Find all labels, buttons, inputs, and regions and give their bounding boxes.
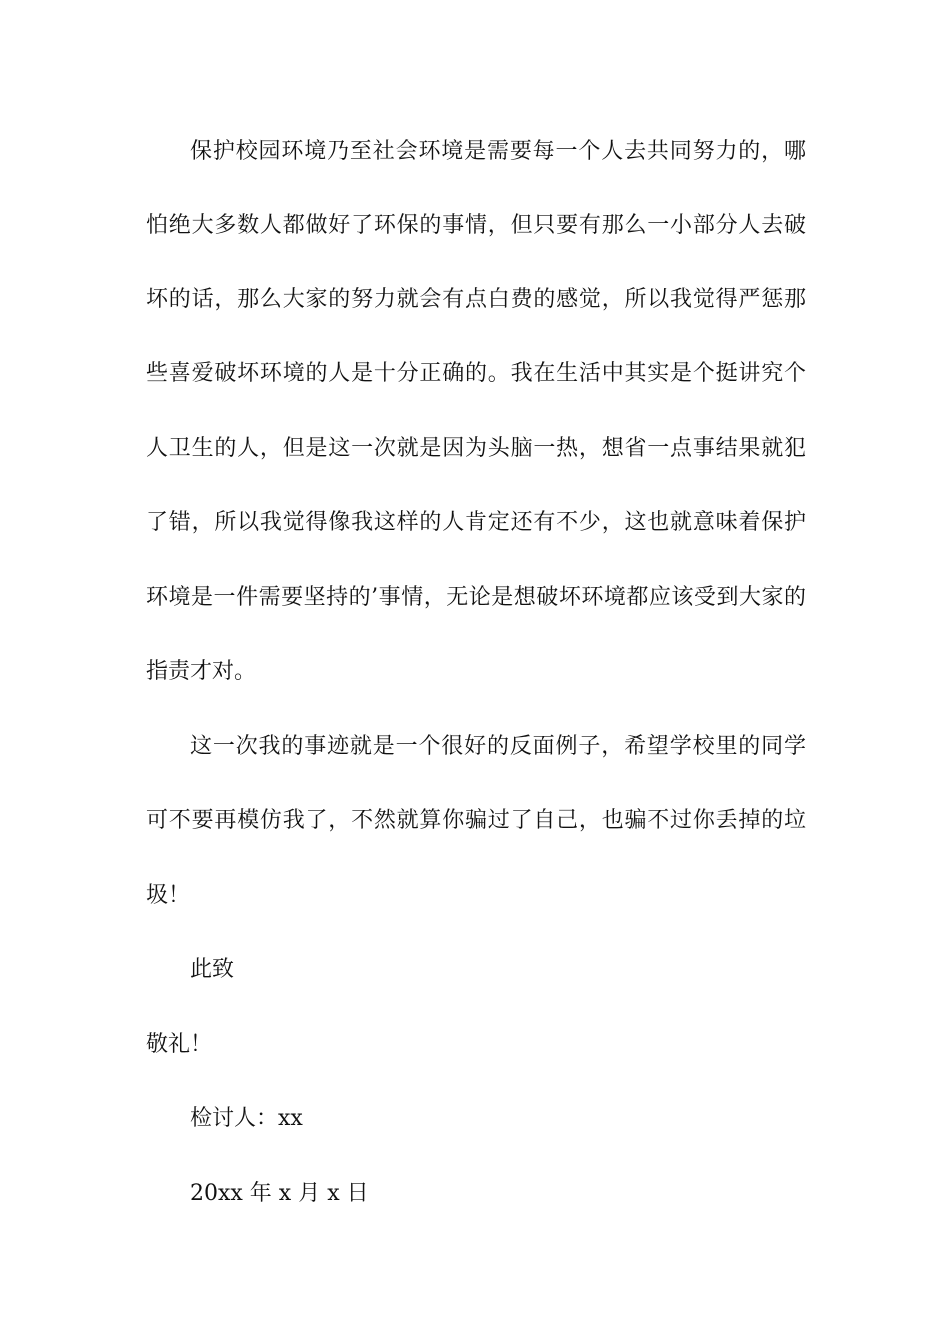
closing-text: 此致 <box>190 957 235 982</box>
paragraph1-line-5: 人卫生的人，但是这一次就是因为头脑一热，想省一点事结果就犯 <box>146 436 806 461</box>
salute-text: 敬礼！ <box>146 1032 213 1057</box>
paragraph1-line-7: 环境是一件需要坚持的’事情，无论是想破坏环境都应该受到大家的 <box>146 585 806 610</box>
paragraph1-line-4: 些喜爱破坏环境的人是十分正确的。我在生活中其实是个挺讲究个 <box>146 361 806 386</box>
paragraph2-line-1: 这一次我的事迹就是一个很好的反面例子，希望学校里的同学 <box>190 734 806 759</box>
paragraph1-line-3: 坏的话，那么大家的努力就会有点白费的感觉，所以我觉得严惩那 <box>146 287 806 312</box>
paragraph2-line-2: 可不要再模仿我了，不然就算你骗过了自己，也骗不过你丢掉的垃 <box>146 808 806 833</box>
paragraph2-line-3: 圾！ <box>146 883 191 908</box>
paragraph1-line-2: 怕绝大多数人都做好了环保的事情，但只要有那么一小部分人去破 <box>146 213 806 238</box>
paragraph1-line-1: 保护校园环境乃至社会环境是需要每一个人去共同努力的，哪 <box>190 139 806 164</box>
paragraph1-line-8: 指责才对。 <box>146 659 257 684</box>
paragraph1-line-6: 了错，所以我觉得像我这样的人肯定还有不少，这也就意味着保护 <box>146 510 806 535</box>
date-line: 20xx 年 x 月 x 日 <box>190 1181 369 1206</box>
signature-line: 检讨人：xx <box>190 1106 303 1131</box>
